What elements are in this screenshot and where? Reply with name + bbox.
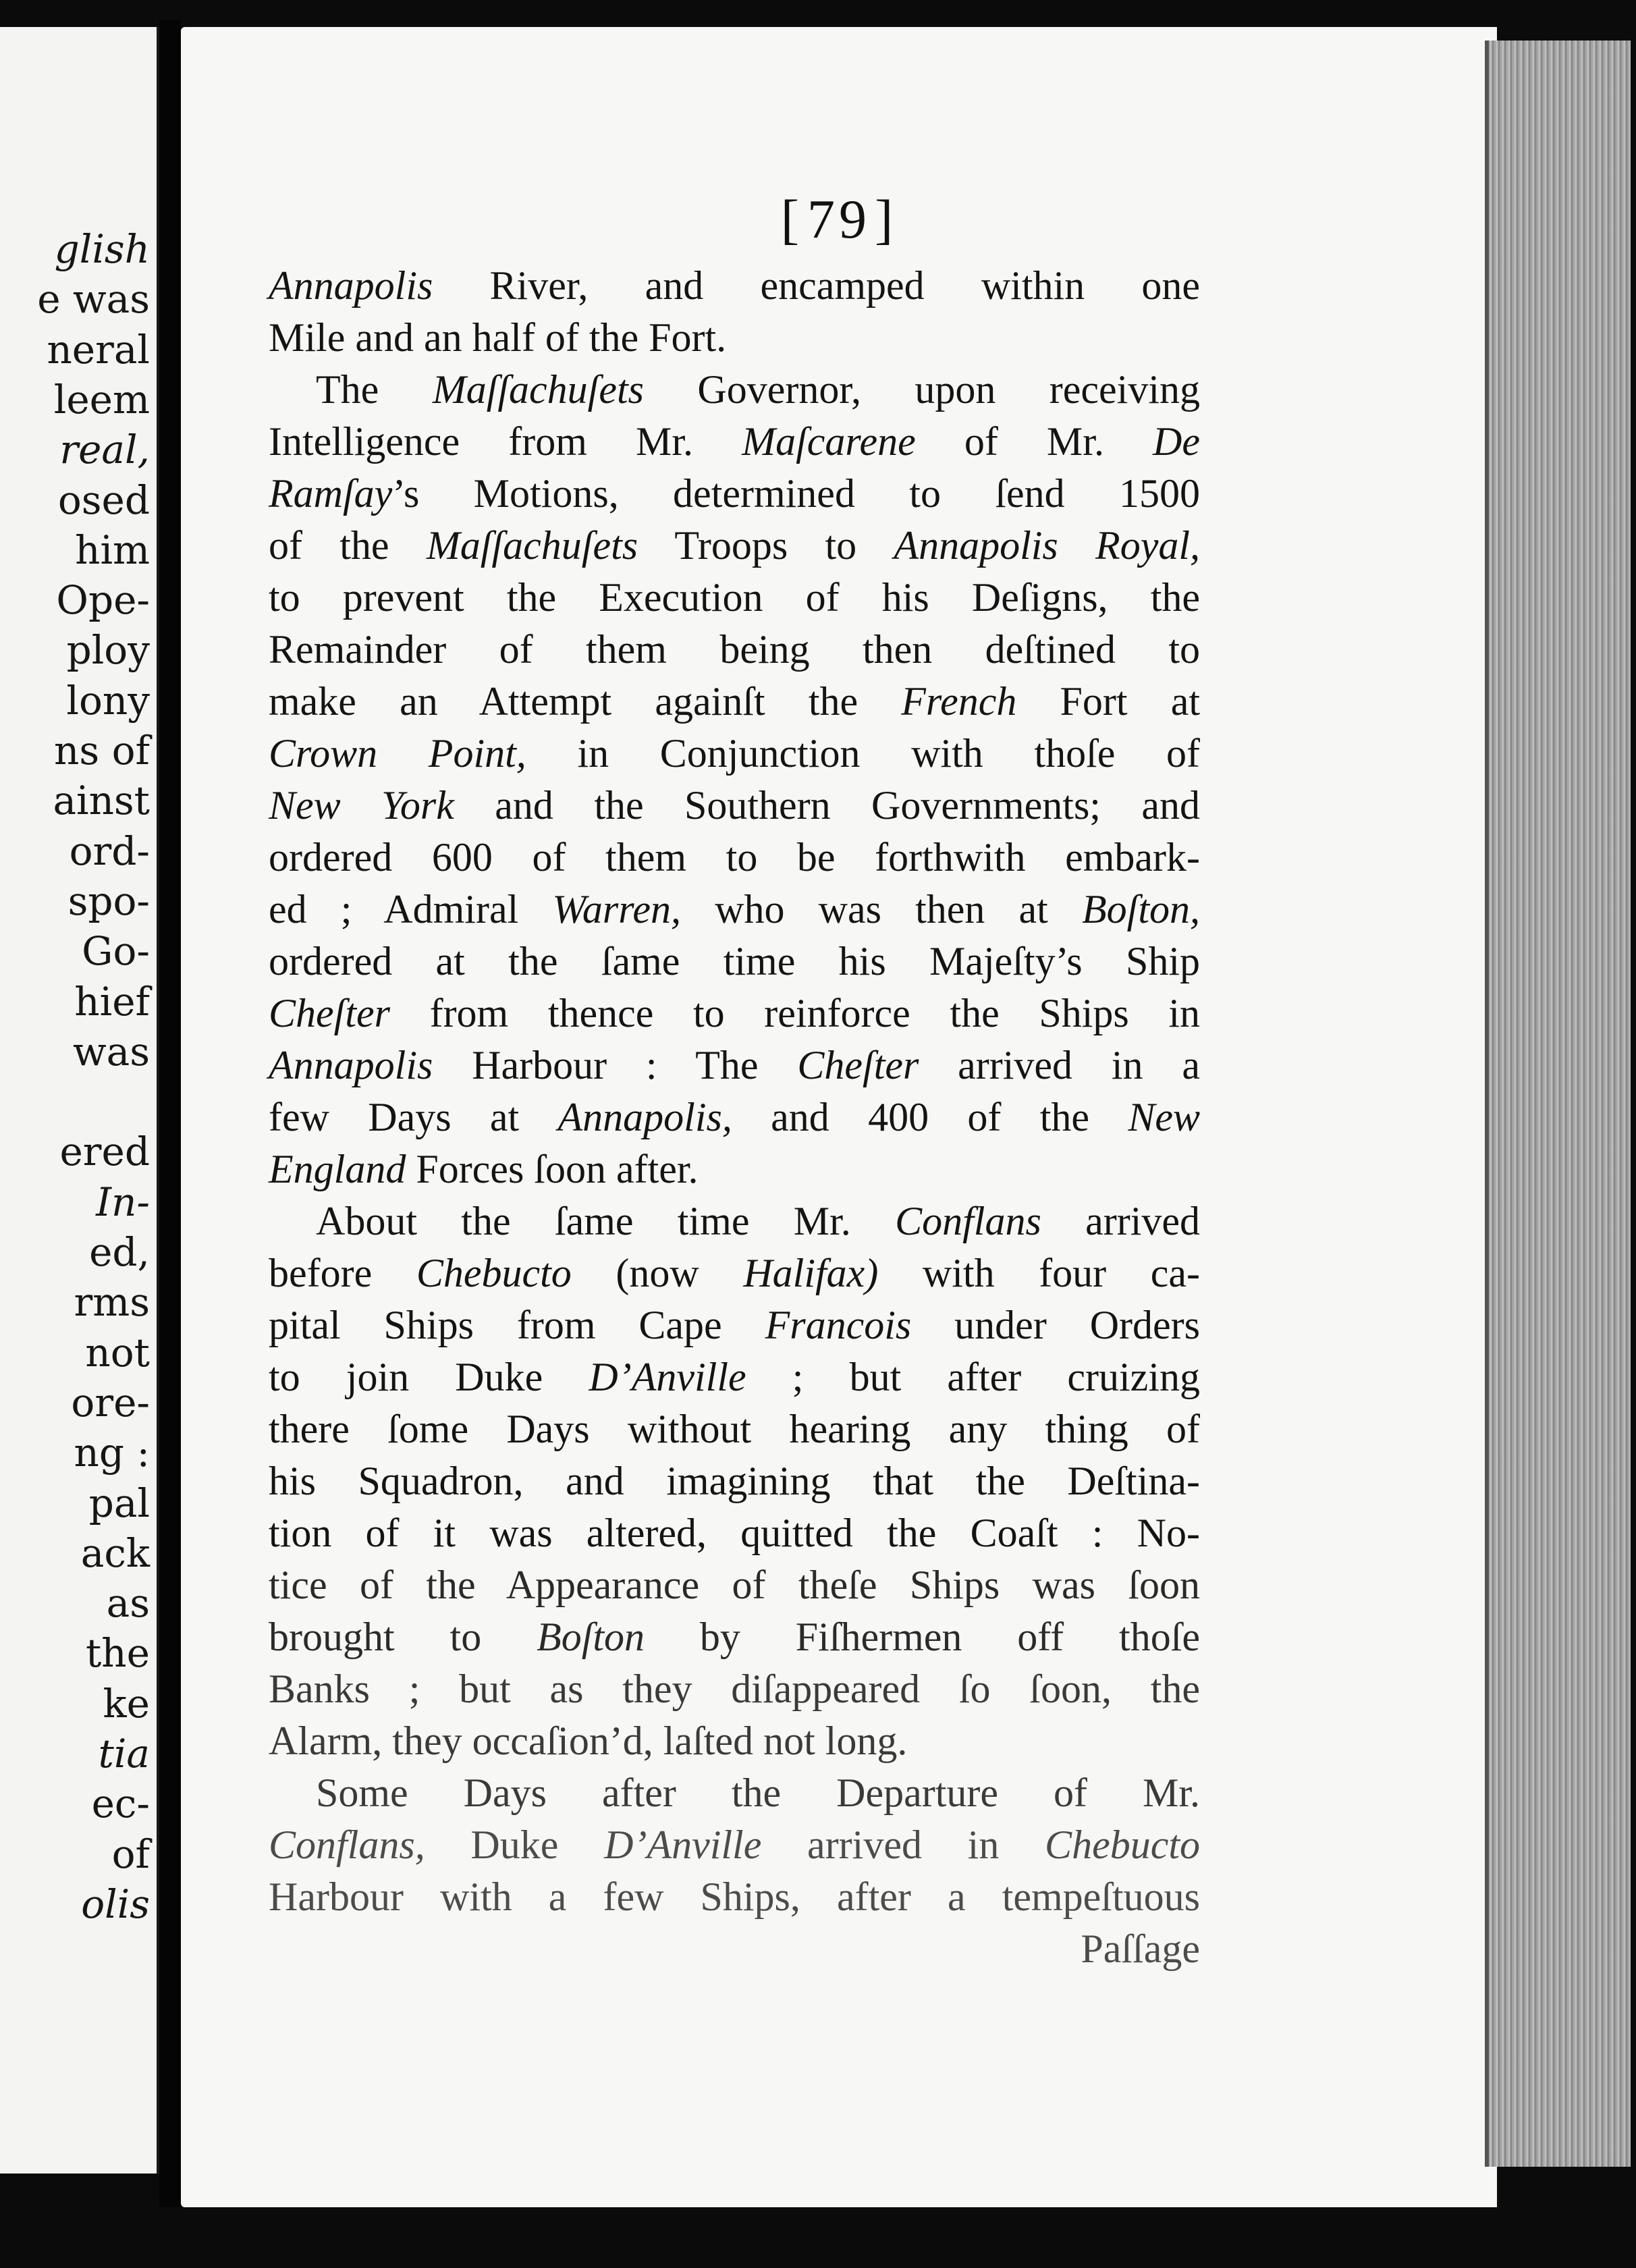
italic-text: Cheſter — [269, 991, 390, 1035]
text-segment: Harbour : The — [433, 1043, 798, 1087]
text-line — [269, 624, 1200, 676]
text-segment: tice of the Appearance of theſe Ships was ſoon — [269, 1563, 1200, 1607]
text-segment: from thence to reinforce the Ships in — [389, 991, 1200, 1035]
text-segment: by Fiſhermen off thoſe — [645, 1615, 1200, 1659]
text-line — [269, 468, 1200, 520]
text-segment: Remainder of them being then deſtined to — [269, 627, 1200, 672]
left-page-fragment: ainst — [53, 778, 150, 824]
italic-text: Ramſay — [269, 471, 393, 516]
left-page-fragment: ered — [59, 1129, 150, 1175]
text-line — [269, 1299, 1200, 1351]
italic-text: D’Anville — [604, 1823, 762, 1867]
left-page-fragment: ack — [80, 1530, 150, 1576]
italic-text: Annapolis Royal, — [894, 523, 1200, 568]
italic-text: New — [1128, 1095, 1200, 1139]
text-line — [269, 884, 1200, 936]
text-segment: Harbour with a few Ships, after a tempeſtuous — [269, 1874, 1200, 1919]
text-line — [269, 780, 1200, 832]
italic-text: Annapolis — [269, 1043, 433, 1087]
text-line — [269, 520, 1200, 572]
book-gutter — [159, 20, 181, 2207]
text-line — [269, 1247, 1200, 1299]
text-line — [269, 728, 1200, 780]
text-segment: of Mr. — [915, 419, 1153, 464]
italic-text: Chebucto — [1045, 1823, 1200, 1867]
text-segment: and 400 of the — [732, 1095, 1128, 1139]
text-segment: About the ſame time Mr. — [316, 1199, 896, 1243]
text-line — [269, 312, 1200, 364]
left-page-fragment: lony — [66, 677, 150, 724]
italic-text: England — [269, 1147, 406, 1191]
text-line — [269, 1611, 1200, 1663]
text-line — [269, 1663, 1200, 1715]
text-segment: before — [269, 1251, 416, 1295]
left-page-fragment: rms — [74, 1279, 150, 1326]
text-segment: Banks ; but as they diſappeared ſo ſoon, the — [269, 1667, 1200, 1711]
text-line — [269, 416, 1200, 468]
left-page-fragment: pal — [88, 1480, 150, 1526]
text-segment: make an Attempt againſt the — [269, 679, 902, 724]
text-segment: few Days at — [269, 1095, 558, 1139]
italic-text: Boſton — [537, 1615, 645, 1659]
text-segment: River, and encamped within one — [433, 263, 1200, 308]
catchword: Paſſage — [1081, 1926, 1200, 1971]
italic-text: Maſſachuſets — [426, 523, 638, 568]
text-segment: with four ca- — [878, 1251, 1201, 1295]
text-segment: of the — [269, 523, 427, 568]
text-segment: Mile and an half of the Fort. — [269, 315, 727, 360]
italic-text: Warren, — [552, 887, 681, 932]
italic-text: Annapolis, — [557, 1095, 732, 1139]
left-page-fragment: real, — [59, 427, 150, 473]
left-page-fragment: the — [86, 1630, 150, 1677]
text-segment: arrived — [1041, 1199, 1200, 1243]
text-line — [269, 364, 1200, 416]
text-line — [269, 1143, 1200, 1195]
text-segment: pital Ships from Cape — [269, 1303, 765, 1347]
text-segment: under Orders — [911, 1303, 1200, 1347]
italic-text: D’Anville — [589, 1355, 746, 1399]
text-segment: who was then at — [680, 887, 1082, 932]
left-page-fragment: tia — [98, 1731, 150, 1777]
text-line — [269, 1403, 1200, 1455]
italic-text: Conflans, — [269, 1823, 425, 1867]
page-edges — [1485, 40, 1631, 2167]
left-page-fragment: spo- — [67, 878, 150, 924]
text-segment: to prevent the Execution of his Deſigns, the — [269, 575, 1200, 620]
left-page-fragment: ord- — [69, 828, 150, 874]
text-segment: arrived in — [761, 1823, 1045, 1867]
italic-text: New York — [269, 783, 454, 828]
text-line — [269, 1871, 1200, 1923]
text-segment: ; but after cruizing — [746, 1355, 1200, 1399]
text-segment: Governor, upon receiving — [644, 367, 1201, 412]
left-page-fragment: of — [111, 1831, 150, 1877]
left-page-fragment: ed, — [89, 1229, 150, 1275]
text-segment: Alarm, they occaſion’d, laſted not long. — [269, 1719, 908, 1763]
text-segment: his Squadron, and imagining that the Deſtina- — [269, 1459, 1200, 1503]
text-segment: The — [316, 367, 433, 412]
text-line — [269, 1767, 1200, 1819]
italic-text: Halifax) — [743, 1251, 879, 1295]
italic-text: Cheſter — [797, 1043, 919, 1087]
left-page-fragment: In- — [96, 1179, 150, 1225]
text-line — [269, 1455, 1200, 1507]
italic-text: French — [901, 679, 1017, 724]
italic-text: Chebucto — [416, 1251, 572, 1295]
page-number-value: 79 — [807, 188, 871, 250]
left-page-fragment: ng : — [74, 1430, 150, 1476]
text-line — [269, 1559, 1200, 1611]
text-segment: tion of it was altered, quitted the Coaſt : No- — [269, 1511, 1200, 1555]
text-segment: Duke — [425, 1823, 605, 1867]
text-segment: (now — [571, 1251, 744, 1295]
text-line — [269, 1715, 1200, 1767]
italic-text: Annapolis — [269, 263, 433, 308]
left-page-fragment: Ope- — [56, 577, 150, 624]
left-page-fragment: osed — [57, 477, 150, 523]
italic-text: Conflans — [895, 1199, 1041, 1243]
italic-text: Francois — [765, 1303, 912, 1347]
text-line — [269, 1040, 1200, 1091]
text-line — [269, 936, 1200, 988]
italic-text: Boſton, — [1082, 887, 1200, 932]
text-segment: ’s Motions, determined to ſend 1500 — [392, 471, 1200, 516]
text-line — [269, 1351, 1200, 1403]
left-page-fragment: neral — [47, 326, 150, 373]
body-text — [269, 260, 1200, 1975]
text-segment: in Conjunction with thoſe of — [526, 731, 1201, 776]
left-page-fragment: ke — [103, 1680, 150, 1727]
left-page-fragment: him — [75, 526, 150, 573]
left-page-fragment: was — [73, 1028, 150, 1075]
left-page-fragment: ns of — [54, 728, 150, 774]
page-number: [79] — [780, 188, 898, 250]
text-segment: Some Days after the Departure of Mr. — [316, 1771, 1200, 1815]
text-line — [269, 1819, 1200, 1871]
left-page-fragment: glish — [54, 226, 150, 272]
italic-text: Maſcarene — [742, 419, 916, 464]
text-segment: Fort at — [1016, 679, 1200, 724]
text-segment: to join Duke — [269, 1355, 589, 1399]
left-page-fragment: ore- — [71, 1379, 150, 1426]
text-segment: arrived in a — [919, 1043, 1200, 1087]
left-page-fragment: Go- — [82, 928, 150, 975]
text-line — [269, 988, 1200, 1040]
text-line — [269, 1195, 1200, 1247]
left-page-fragment: ploy — [66, 627, 150, 674]
left-facing-page — [0, 27, 159, 2174]
text-segment: there ſome Days without hearing any thing of — [269, 1407, 1200, 1451]
text-segment: Forces ſoon after. — [406, 1147, 699, 1191]
text-segment: and the Southern Governments; and — [454, 783, 1200, 828]
left-page-fragment: as — [106, 1580, 150, 1627]
italic-text: De — [1153, 419, 1200, 464]
text-line — [269, 260, 1200, 312]
left-page-fragment: not — [85, 1329, 150, 1376]
text-line — [269, 1091, 1200, 1143]
text-segment: ordered at the ſame time his Majeſty’s Ship — [269, 939, 1200, 983]
text-line — [269, 572, 1200, 624]
text-segment: Troops to — [638, 523, 894, 568]
text-segment: Intelligence from Mr. — [269, 419, 742, 464]
left-page-fragment: leem — [53, 376, 150, 423]
italic-text: Maſſachuſets — [432, 367, 644, 412]
text-segment: ordered 600 of them to be forthwith embark- — [269, 835, 1200, 880]
left-page-fragment: ec- — [91, 1781, 150, 1827]
left-page-fragment: olis — [81, 1881, 150, 1927]
italic-text: Crown Point, — [269, 731, 526, 776]
left-page-fragment: e was — [37, 276, 150, 323]
text-segment: ed ; Admiral — [269, 887, 553, 932]
text-line — [269, 676, 1200, 728]
text-line — [269, 832, 1200, 884]
text-segment: brought to — [269, 1615, 537, 1659]
page-79 — [181, 27, 1497, 2207]
left-page-fragment: hief — [74, 978, 150, 1025]
text-line — [269, 1507, 1200, 1559]
